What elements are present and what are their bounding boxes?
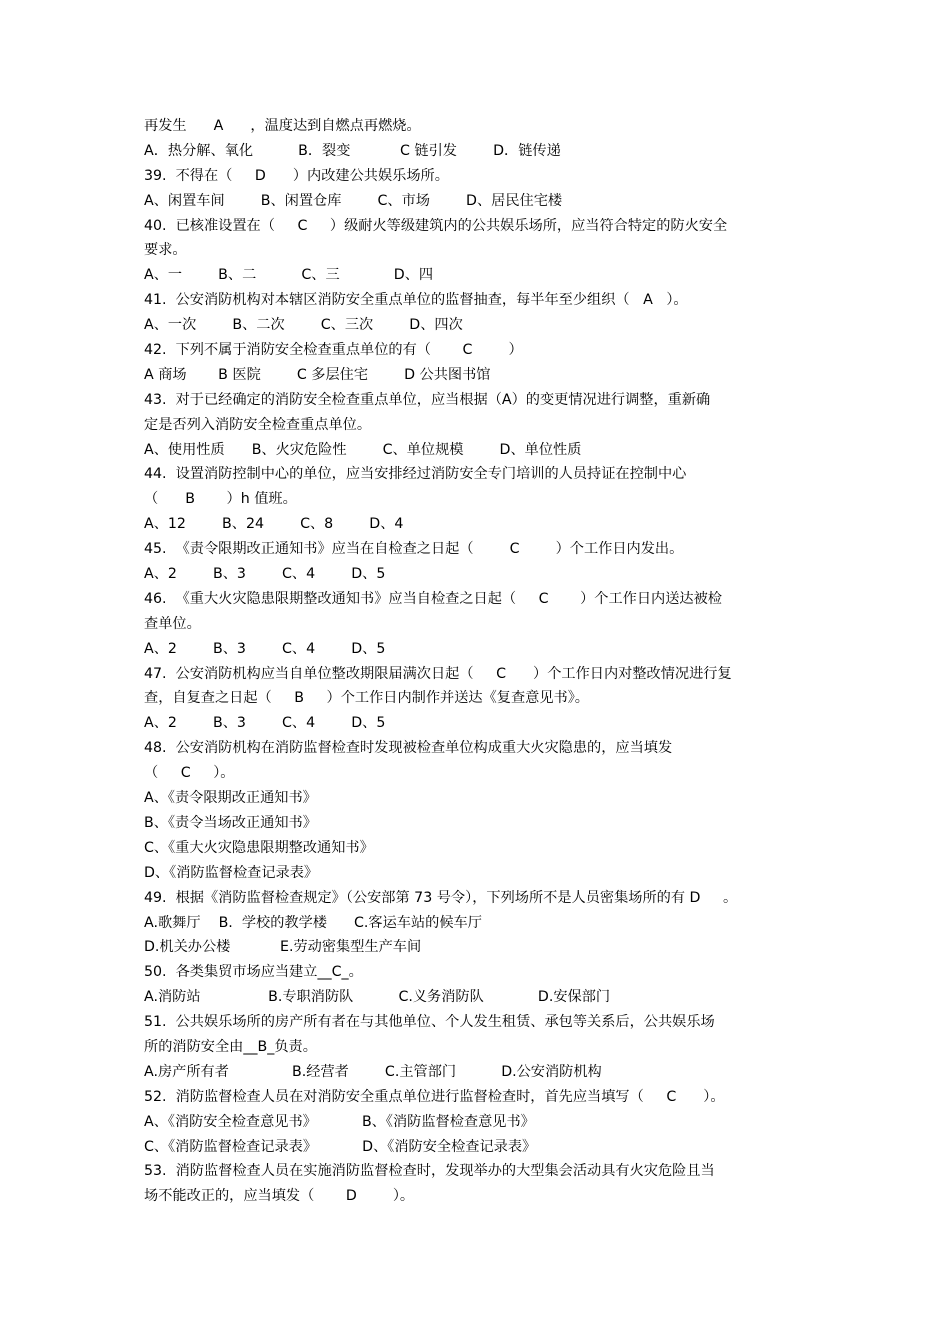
text-line: 47. 公安消防机构应当自单位整改期限届满次日起（ C ）个工作日内对整改情况进行复	[144, 665, 732, 682]
text-line: 51. 公共娱乐场所的房产所有者在与其他单位、个人发生租赁、承包等关系后，公共娱乐场	[144, 1014, 715, 1031]
text-line: 50. 各类集贸市场应当建立__C_。	[144, 964, 363, 981]
text-line: A、一次 B、二次 C、三次 D、四次	[144, 317, 463, 334]
text-line: A、12 B、24 C、8 D、4	[144, 516, 404, 533]
text-line: 52. 消防监督检查人员在对消防安全重点单位进行监督检查时，首先应当填写（ C ）。	[144, 1088, 725, 1105]
text-line: A、《消防安全检查意见书》 B、《消防监督检查意见书》	[144, 1113, 535, 1130]
text-line: 定是否列入消防安全检查重点单位。	[144, 416, 372, 433]
text-line: 53. 消防监督检查人员在实施消防监督检查时，发现举办的大型集会活动具有火灾危险且当	[144, 1163, 715, 1180]
text-line: A、2 B、3 C、4 D、5	[144, 640, 386, 657]
text-line: （ B ）h 值班。	[144, 491, 297, 508]
document-page	[144, 114, 810, 1209]
text-line: A、2 B、3 C、4 D、5	[144, 566, 386, 583]
text-line: （ C ）。	[144, 765, 235, 782]
text-line: 查，自复查之日起（ B ）个工作日内制作并送达《复查意见书》。	[144, 690, 589, 707]
text-line: C、《重大火灾隐患限期整改通知书》	[144, 839, 374, 856]
text-line: A.歌舞厅 B. 学校的教学楼 C.客运车站的候车厅	[144, 914, 482, 931]
text-line: 46. 《重大火灾隐患限期整改通知书》应当自检查之日起（ C ）个工作日内送达被检	[144, 590, 722, 607]
text-line: D、《消防监督检查记录表》	[144, 864, 319, 881]
text-line: 45. 《责令限期改正通知书》应当在自检查之日起（ C ）个工作日内发出。	[144, 541, 684, 558]
text-line: A、使用性质 B、火灾危险性 C、单位规模 D、单位性质	[144, 441, 582, 458]
text-line: 44. 设置消防控制中心的单位，应当安排经过消防安全专门培训的人员持证在控制中心	[144, 466, 687, 483]
text-line: 42. 下列不属于消防安全检查重点单位的有（ C ）	[144, 342, 523, 359]
text-line: A 商场 B 医院 C 多层住宅 D 公共图书馆	[144, 366, 491, 383]
text-line: A．热分解、氧化 B．裂变 C 链引发 D．链传递	[144, 142, 561, 159]
text-line: C、《消防监督检查记录表》 D、《消防安全检查记录表》	[144, 1138, 537, 1155]
text-line: 48. 公安消防机构在消防监督检查时发现被检查单位构成重大火灾隐患的，应当填发	[144, 740, 673, 757]
text-line: 43. 对于已经确定的消防安全检查重点单位，应当根据（A）的变更情况进行调整，重新确	[144, 391, 711, 408]
text-line: 39. 不得在（ D ）内改建公共娱乐场所。	[144, 167, 449, 184]
text-line: 40. 已核准设置在（ C ）级耐火等级建筑内的公共娱乐场所，应当符合特定的防火安全	[144, 217, 728, 234]
text-line: 要求。	[144, 242, 187, 259]
text-line: A.房产所有者 B.经营者 C.主管部门 D.公安消防机构	[144, 1063, 602, 1080]
text-line: 41. 公安消防机构对本辖区消防安全重点单位的监督抽查，每半年至少组织（ A ）。	[144, 292, 688, 309]
text-line: A、《责令限期改正通知书》	[144, 790, 317, 807]
text-line: 49. 根据《消防监督检查规定》（公安部第 73 号令），下列场所不是人员密集场所的有 D 。	[144, 889, 738, 906]
text-line: A、2 B、3 C、4 D、5	[144, 715, 386, 732]
text-line: A.消防站 B.专职消防队 C.义务消防队 D.安保部门	[144, 989, 611, 1006]
text-line: B、《责令当场改正通知书》	[144, 814, 317, 831]
text-line: 所的消防安全由__B_负责。	[144, 1038, 317, 1055]
text-line: 查单位。	[144, 615, 201, 632]
text-line: D.机关办公楼 E.劳动密集型生产车间	[144, 939, 422, 956]
text-line: A、一 B、二 C、三 D、四	[144, 267, 434, 284]
text-line: A、闲置车间 B、闲置仓库 C、市场 D、居民住宅楼	[144, 192, 563, 209]
text-line: 场不能改正的，应当填发（ D ）。	[144, 1188, 415, 1205]
text-line: 再发生 A ，温度达到自燃点再燃烧。	[144, 118, 421, 134]
